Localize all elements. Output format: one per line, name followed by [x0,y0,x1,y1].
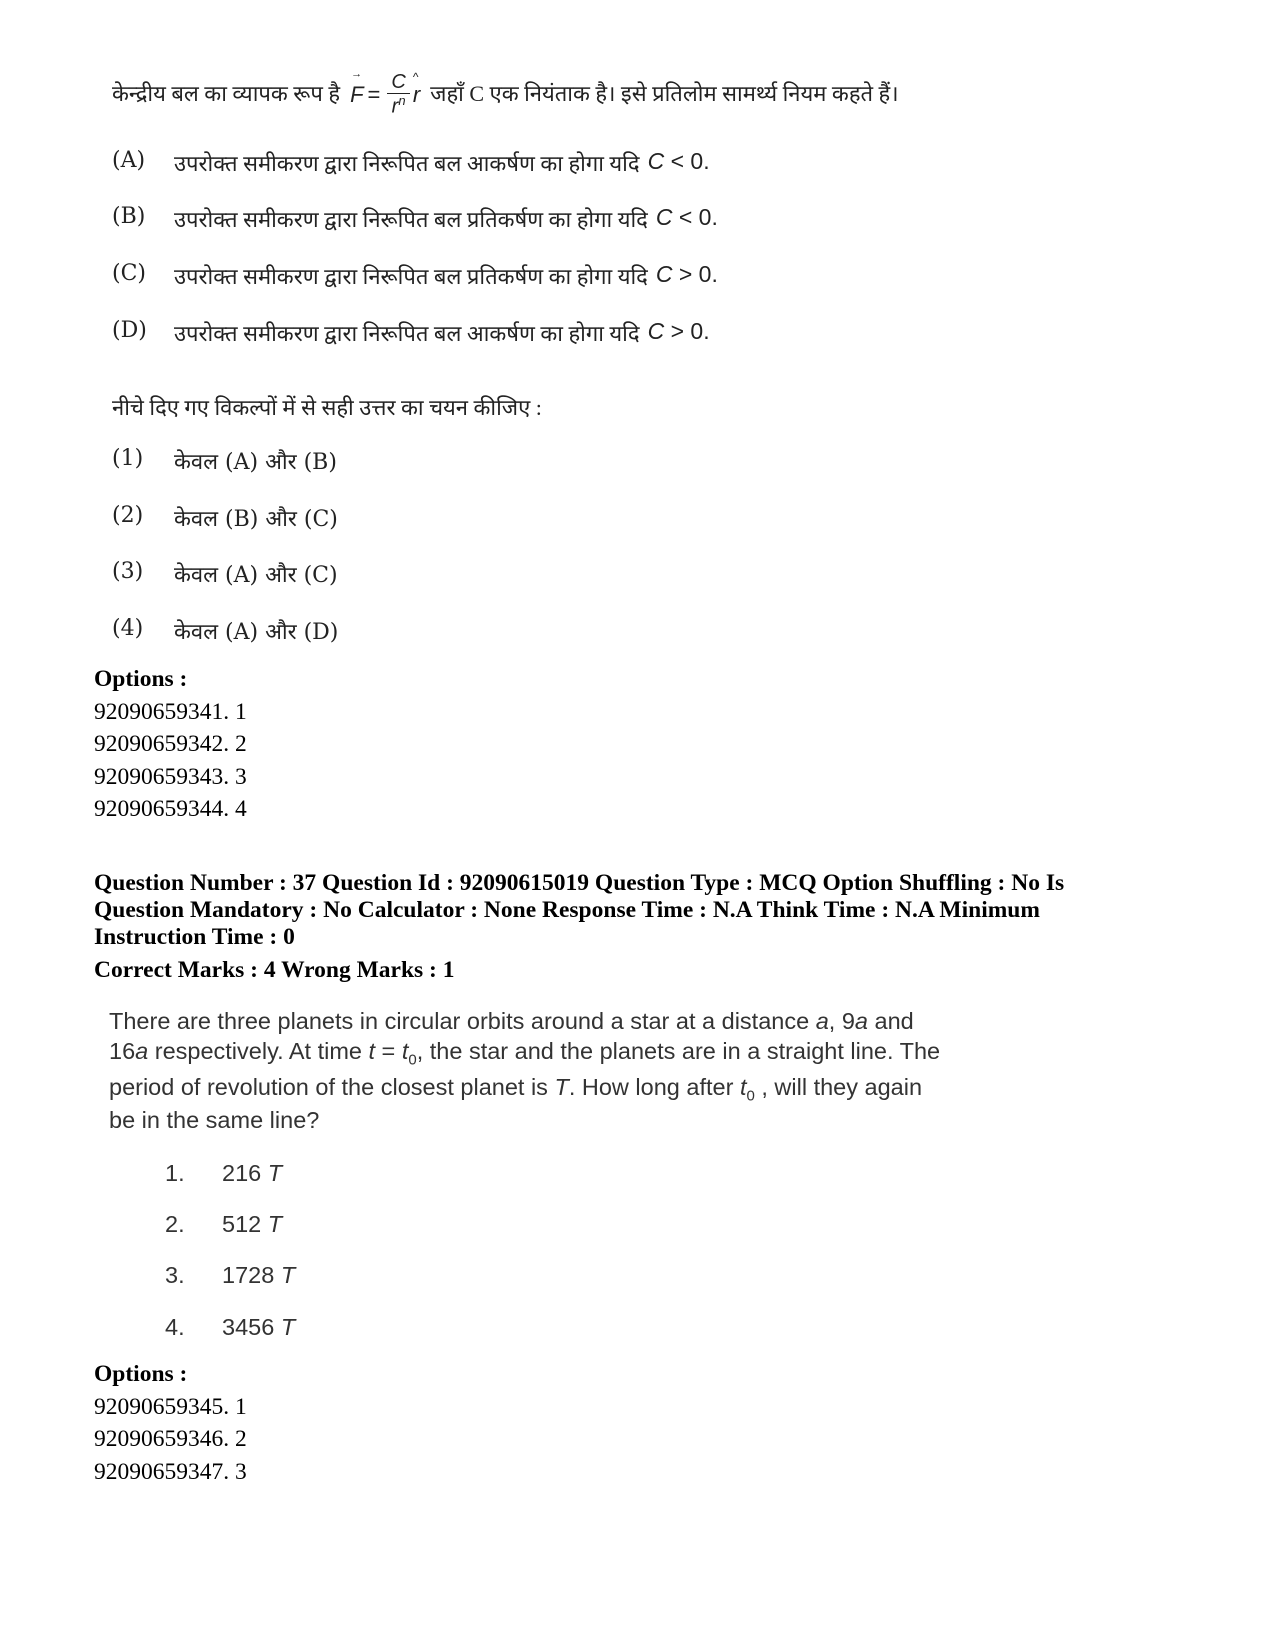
english-choice-3 [165,1262,295,1289]
choice-text: केवल (A) और (C) [174,563,338,588]
choice-label: (1) [112,446,144,471]
choice-text: केवल (A) और (B) [174,450,337,475]
formula-denominator: $r^n$ [391,93,406,118]
statement-condition: C > 0. [655,261,718,287]
statement-a [112,148,710,178]
statement-label: (A) [112,148,146,173]
statement-b [112,204,718,234]
choice-label: (3) [112,559,144,584]
choice-number: 3. [165,1262,185,1288]
choice-number: 2. [165,1211,185,1237]
statement-label: (C) [112,261,146,286]
formula-equals: = [367,81,381,107]
hindi-question-stem [112,72,1112,128]
options-heading: Options : [94,666,188,692]
question-37-meta [94,870,1064,951]
choose-prompt: नीचे दिए गए विकल्पों में से सही उत्तर का चयन कीजिए : [112,395,542,420]
statement-d [112,318,710,348]
option-item: 92090659346. 2 [94,1426,247,1452]
statement-text: उपरोक्त समीकरण द्वारा निरूपित बल आकर्षण का होगा यदि [174,151,640,176]
option-item: 92090659345. 1 [94,1393,247,1420]
question-line-1: There are three planets in circular orbits around a star at a distance a, 9a and [109,1008,914,1034]
question-37-text [109,1008,969,1140]
choice-label: (4) [112,616,144,641]
choice-value: 216 T [222,1160,283,1186]
formula-unit-vector: ^ r [413,82,420,108]
english-choice-2 [165,1211,282,1238]
choice-value: 3456 T [222,1314,296,1340]
choice-number: 1. [165,1160,185,1186]
hindi-choice-1 [112,446,337,476]
statement-text: उपरोक्त समीकरण द्वारा निरूपित बल प्रतिकर्षण का होगा यदि [174,207,648,232]
option-item: 92090659343. 3 [94,763,247,790]
question-37-marks: Correct Marks : 4 Wrong Marks : 1 [94,957,455,983]
statement-condition: C > 0. [647,318,710,344]
option-item: 92090659342. 2 [94,731,247,757]
choice-label: (2) [112,503,144,528]
meta-line: Question Number : 37 Question Id : 92090615019 Question Type : MCQ Option Shuffling : No Is [94,870,1065,896]
question-line-3: period of revolution of the closest planet is T. How long after $t_0$ , will they again [109,1074,923,1105]
formula-numerator: C [387,72,409,94]
options-block-2 [94,1358,247,1488]
hindi-choice-4 [112,616,338,646]
stem-pre: केन्द्रीय बल का व्यापक रूप है [112,81,341,106]
statement-condition: C < 0. [647,148,710,174]
statement-c [112,261,718,291]
choice-value: 512 T [222,1211,283,1237]
statement-label: (B) [112,204,146,229]
stem-post: जहाँ C एक नियंताक है। इसे प्रतिलोम सामर्थ्य नियम कहते हैं। [430,81,899,106]
option-item: 92090659341. 1 [94,698,247,725]
formula-fraction [387,72,409,118]
choice-number: 4. [165,1314,185,1340]
options-block-1 [94,663,247,826]
english-choice-4 [165,1314,295,1341]
question-line-2: 16a respectively. At time $t = t_0$, the star and the planets are in a straight line. The [109,1038,941,1069]
choice-text: केवल (B) और (C) [174,507,338,532]
english-choice-1 [165,1160,282,1187]
option-item: 92090659344. 4 [94,796,247,822]
question-line-4: be in the same line? [109,1107,320,1133]
central-force-formula [350,72,420,118]
choice-text: केवल (A) और (D) [174,620,339,645]
statement-text: उपरोक्त समीकरण द्वारा निरूपित बल आकर्षण का होगा यदि [174,321,640,346]
hindi-choice-2 [112,503,338,533]
statement-condition: C < 0. [655,204,718,230]
statement-text: उपरोक्त समीकरण द्वारा निरूपित बल प्रतिकर्षण का होगा यदि [174,264,648,289]
options-heading: Options : [94,1361,188,1387]
hindi-question [112,71,1112,645]
option-item: 92090659347. 3 [94,1458,247,1485]
hindi-choice-3 [112,559,338,589]
meta-line: Instruction Time : 0 [94,924,295,950]
choice-value: 1728 T [222,1262,296,1288]
formula-force-symbol: → F [350,82,363,108]
meta-line: Question Mandatory : No Calculator : None Response Time : N.A Think Time : N.A Minimum [94,897,1040,923]
statement-label: (D) [112,318,147,343]
